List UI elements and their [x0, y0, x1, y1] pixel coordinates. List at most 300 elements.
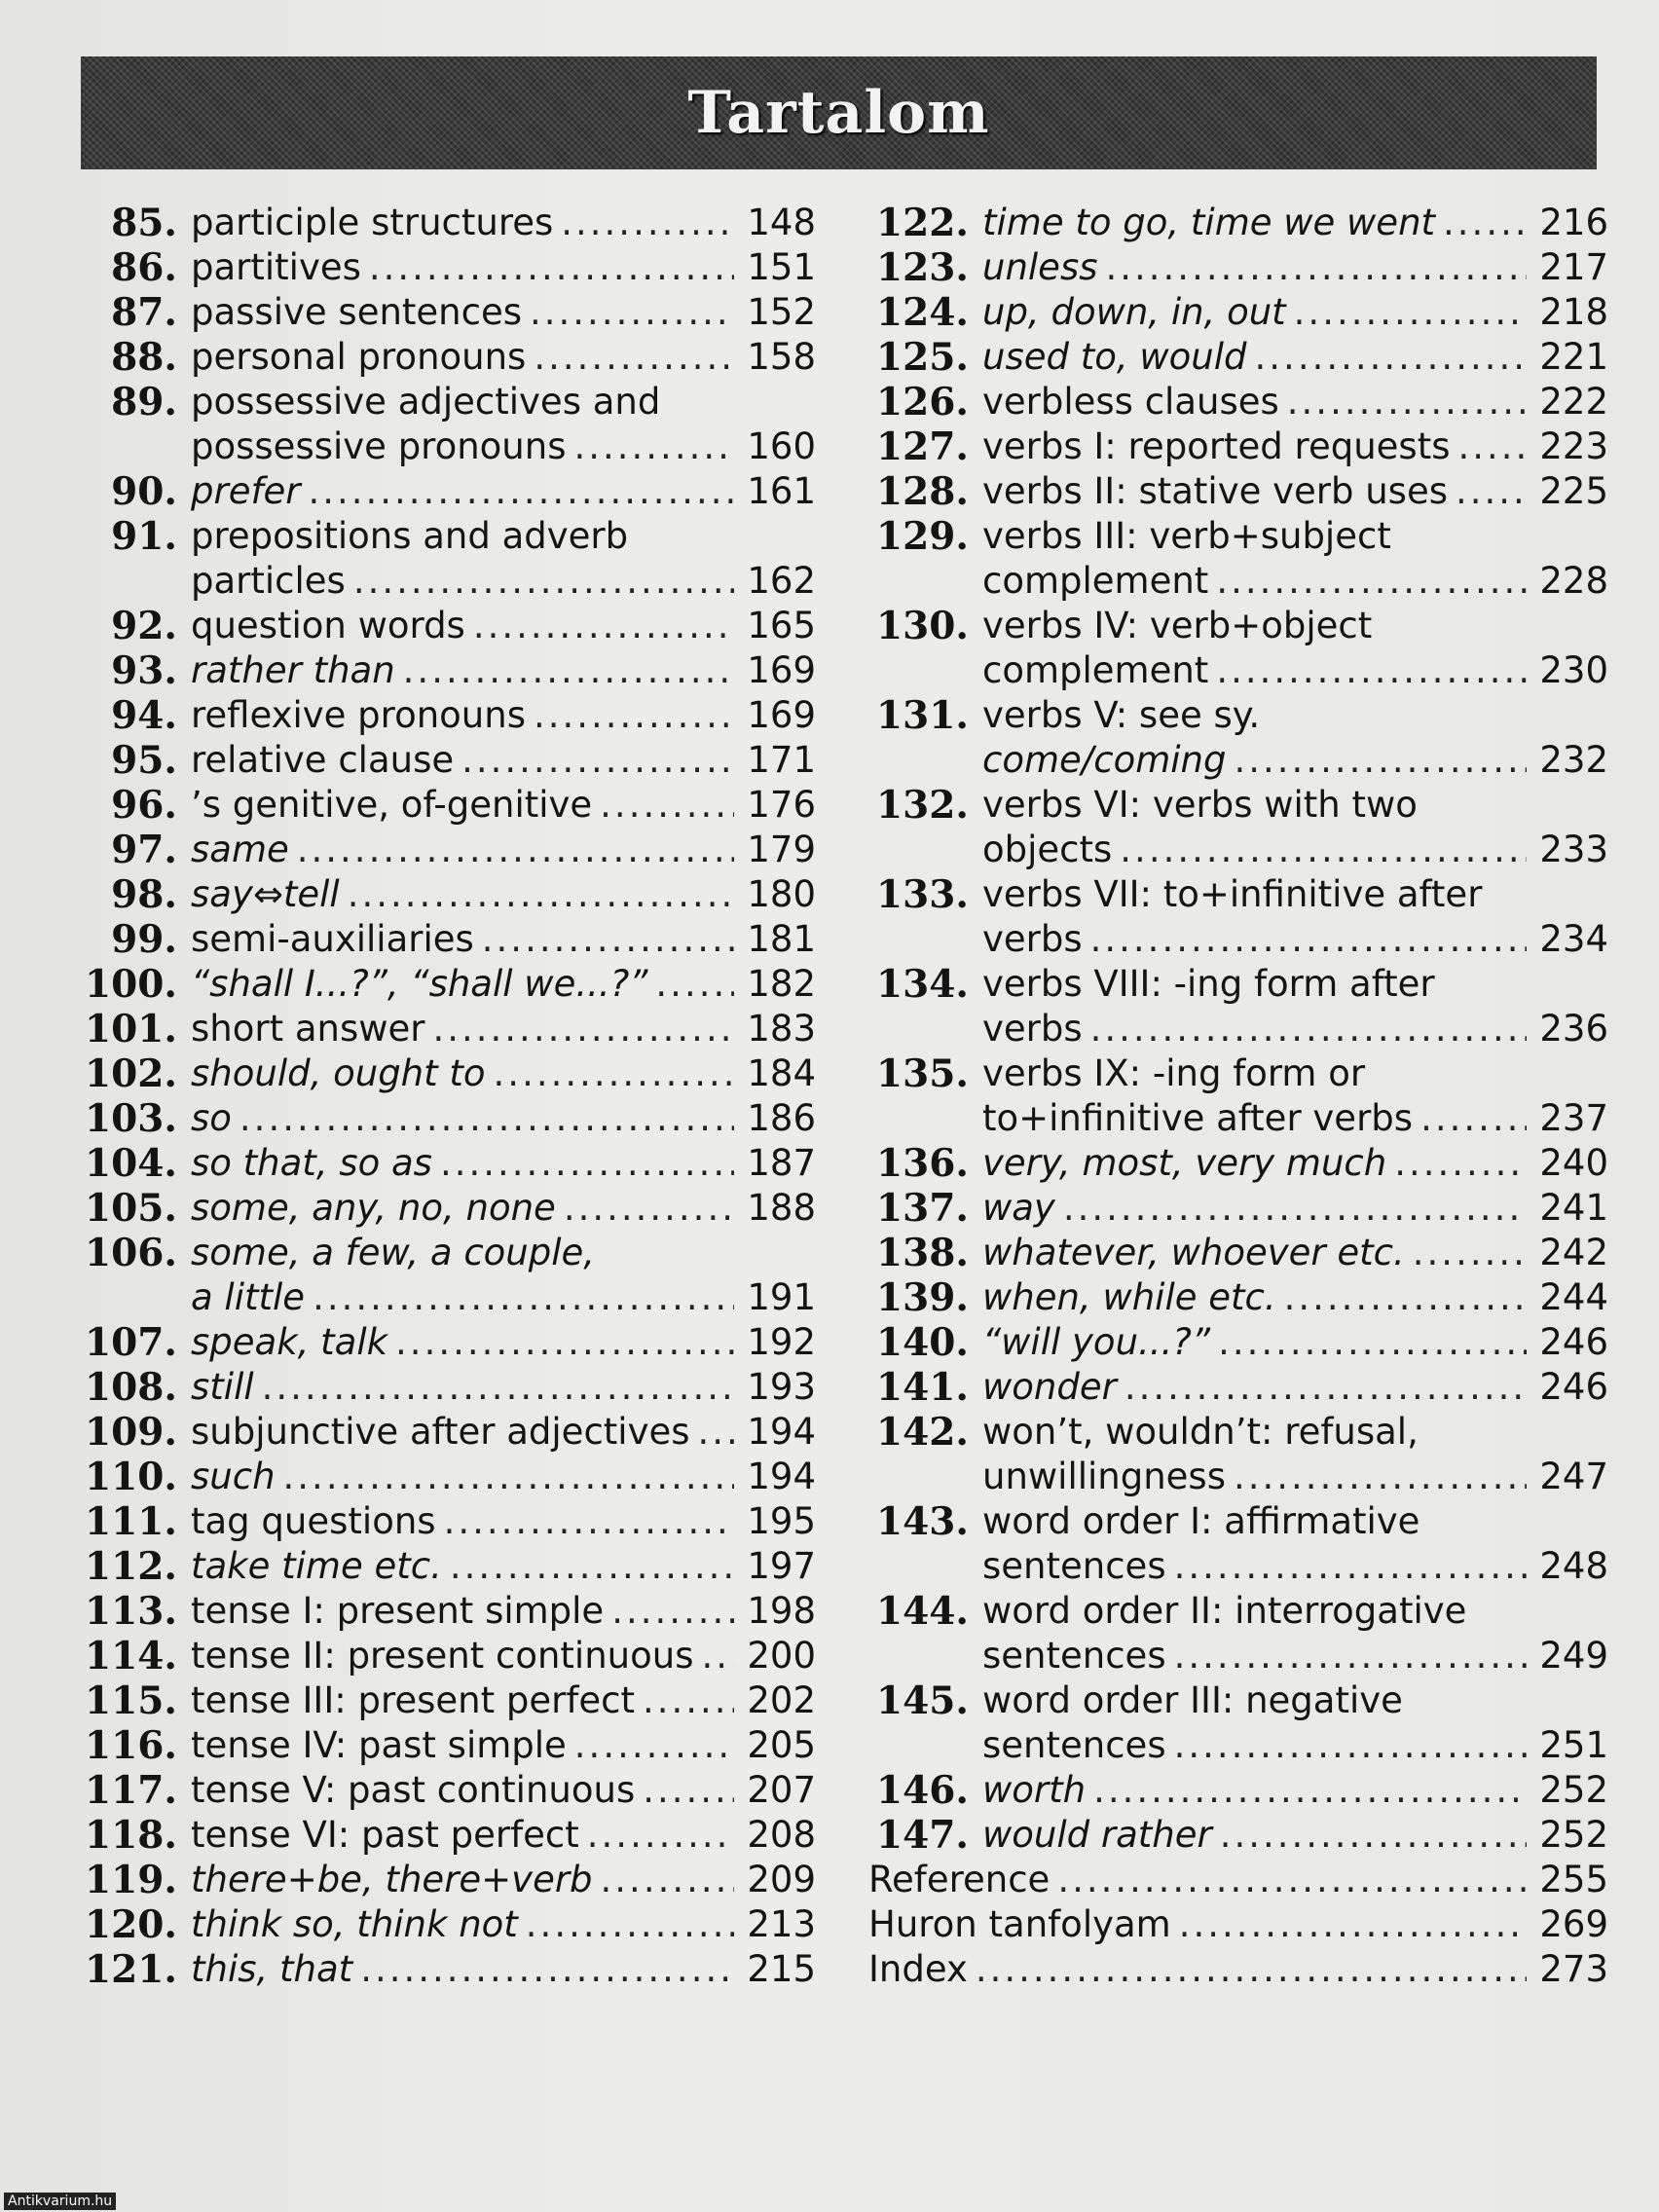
dot-leader: [461, 738, 734, 783]
entry-body: [191, 648, 816, 693]
entry-line: [982, 1231, 1608, 1275]
page-number: 176: [747, 784, 816, 826]
entry-body: [191, 828, 816, 872]
entry-number: 135.: [876, 1051, 969, 1096]
entry-line: [191, 559, 816, 604]
entry-line: [982, 693, 1608, 738]
entry-line: [982, 1813, 1608, 1858]
page-number: 216: [1539, 202, 1608, 243]
entry-line: [191, 1947, 816, 1992]
dot-leader: [432, 1007, 734, 1051]
entry-title: Huron tanfolyam: [868, 1903, 1171, 1945]
entry-body: [191, 917, 816, 962]
dot-leader: [1216, 648, 1527, 693]
entry-line: [191, 1096, 816, 1141]
entry-line: [191, 1051, 816, 1096]
entry-line: [982, 380, 1608, 424]
entry-line: [191, 1813, 816, 1858]
page-number: 232: [1539, 739, 1608, 781]
page-number: 246: [1539, 1321, 1608, 1363]
entry-line: [982, 783, 1608, 828]
entry-body: [982, 201, 1608, 245]
entry-title: tag questions: [191, 1500, 436, 1542]
entry-number: 87.: [111, 290, 177, 335]
entry-title: sentences: [982, 1635, 1166, 1677]
dot-leader: [1294, 290, 1527, 335]
entry-body: [191, 1499, 816, 1544]
page-number: 194: [747, 1456, 816, 1497]
entry-title: verbless clauses: [982, 381, 1279, 423]
entry-line: [191, 1275, 816, 1320]
entry-number: 131.: [876, 693, 969, 738]
entry-body: [191, 872, 816, 917]
entry-body: [191, 514, 816, 604]
entry-title: participle structures: [191, 202, 554, 243]
page-number: 208: [747, 1814, 816, 1856]
entry-number: 124.: [876, 290, 969, 335]
entry-title: verbs V: see sy.: [982, 694, 1261, 736]
entry-title: verbs I: reported requests: [982, 425, 1451, 467]
entry-title: so: [191, 1097, 232, 1139]
dot-leader: [1090, 917, 1527, 962]
toc-entry: [868, 783, 1608, 872]
entry-number: 143.: [876, 1499, 969, 1544]
page-number: 233: [1539, 829, 1608, 870]
entry-number: 145.: [876, 1678, 969, 1723]
entry-line: [191, 514, 816, 559]
toc-entry: [868, 962, 1608, 1051]
entry-body: [191, 469, 816, 514]
toc-entry: [76, 1499, 816, 1544]
entry-title: still: [191, 1366, 254, 1408]
toc-entry: [868, 424, 1608, 469]
entry-number: 125.: [876, 335, 969, 380]
entry-line: [191, 1768, 816, 1813]
entry-line: [191, 290, 816, 335]
entry-line: [191, 1007, 816, 1051]
dot-leader: [444, 1499, 734, 1544]
entry-title: possessive pronouns: [191, 425, 567, 467]
entry-line: [982, 604, 1608, 648]
dot-leader: [1106, 245, 1528, 290]
toc-entry: [76, 1544, 816, 1589]
entry-title: particles: [191, 560, 346, 602]
entry-line: [982, 1723, 1608, 1768]
toc-entry: [76, 1634, 816, 1678]
entry-body: [982, 962, 1608, 1051]
dot-leader: [1287, 380, 1527, 424]
dot-leader: [1284, 1275, 1527, 1320]
page-number: 187: [747, 1142, 816, 1184]
page-number: 269: [1539, 1903, 1608, 1945]
entry-line: [191, 469, 816, 514]
entry-body: [868, 1902, 1608, 1947]
dot-leader: [530, 290, 734, 335]
toc-entry: [868, 1320, 1608, 1365]
entry-number: 132.: [876, 783, 969, 828]
dot-leader: [1174, 1634, 1527, 1678]
toc-entry: [868, 469, 1608, 514]
dot-leader: [1063, 1186, 1527, 1231]
entry-title: tense V: past continuous: [191, 1769, 636, 1811]
entry-line: [191, 1231, 816, 1275]
page-number: 198: [747, 1590, 816, 1632]
dot-leader: [1124, 1365, 1527, 1410]
dot-leader: [600, 783, 734, 828]
entry-line: [982, 1320, 1608, 1365]
entry-number: 102.: [85, 1051, 177, 1096]
dot-leader: [534, 693, 734, 738]
dot-leader: [1093, 1768, 1527, 1813]
page-number: 202: [747, 1679, 816, 1721]
entry-line: [982, 1544, 1608, 1589]
entry-title: won’t, wouldn’t: refusal,: [982, 1411, 1419, 1453]
entry-title: speak, talk: [191, 1321, 388, 1363]
entry-number: 112.: [85, 1544, 177, 1589]
entry-title: Index: [868, 1948, 968, 1990]
dot-leader: [1220, 1813, 1527, 1858]
dot-leader: [1174, 1544, 1527, 1589]
entry-body: [191, 693, 816, 738]
entry-title: there+be, there+verb: [191, 1859, 593, 1900]
entry-title: think so, think not: [191, 1903, 518, 1945]
entry-number: 95.: [111, 738, 177, 783]
entry-line: [868, 1858, 1608, 1902]
page-number: 251: [1539, 1724, 1608, 1766]
page-number: 195: [747, 1500, 816, 1542]
page-number: 169: [747, 649, 816, 691]
dot-leader: [701, 1634, 734, 1678]
dot-leader: [1120, 828, 1527, 872]
entry-line: [982, 962, 1608, 1007]
page-number: 252: [1539, 1814, 1608, 1856]
entry-number: 119.: [85, 1858, 177, 1902]
entry-line: [191, 917, 816, 962]
entry-title: this, that: [191, 1948, 353, 1990]
entry-number: 96.: [111, 783, 177, 828]
entry-number: 133.: [876, 872, 969, 917]
entry-body: [191, 1320, 816, 1365]
entry-number: 97.: [111, 828, 177, 872]
toc-entry: [868, 1275, 1608, 1320]
entry-line: [191, 335, 816, 380]
entry-body: [982, 1186, 1608, 1231]
entry-body: [868, 1947, 1608, 1992]
dot-leader: [1456, 469, 1527, 514]
entry-body: [191, 783, 816, 828]
toc-entry: [76, 1455, 816, 1499]
entry-number: 115.: [85, 1678, 177, 1723]
entry-body: [982, 1589, 1608, 1678]
entry-body: [191, 201, 816, 245]
page-number: 165: [747, 605, 816, 646]
entry-title: sentences: [982, 1724, 1166, 1766]
dot-leader: [534, 335, 734, 380]
entry-title: such: [191, 1456, 276, 1497]
toc-entry: [76, 1902, 816, 1947]
page-number: 200: [747, 1635, 816, 1677]
dot-leader: [587, 1813, 734, 1858]
toc-entry: [76, 514, 816, 604]
dot-leader: [440, 1141, 734, 1186]
entry-number: 89.: [111, 380, 177, 424]
entry-body: [191, 1902, 816, 1947]
dot-leader: [308, 469, 734, 514]
toc-entry: [76, 1589, 816, 1634]
entry-title: semi-auxiliaries: [191, 918, 474, 960]
entry-title: used to, would: [982, 336, 1247, 378]
dot-leader: [283, 1455, 734, 1499]
entry-title: prepositions and adverb: [191, 515, 629, 557]
entry-body: [982, 1320, 1608, 1365]
entry-line: [982, 201, 1608, 245]
toc-entry: [76, 828, 816, 872]
page-number: 237: [1539, 1097, 1608, 1139]
entry-title: come/coming: [982, 739, 1227, 781]
entry-title: verbs VI: verbs with two: [982, 784, 1418, 826]
entry-title: objects: [982, 829, 1113, 870]
toc-entry: [868, 1589, 1608, 1678]
entry-line: [982, 1678, 1608, 1723]
page-number: 148: [747, 202, 816, 243]
entry-line: [191, 201, 816, 245]
entry-line: [982, 828, 1608, 872]
entry-line: [982, 1365, 1608, 1410]
entry-number: 147.: [876, 1813, 969, 1858]
toc-entry: [76, 201, 816, 245]
entry-body: [191, 1768, 816, 1813]
entry-line: [982, 559, 1608, 604]
page-number: 249: [1539, 1635, 1608, 1677]
entry-title: reflexive pronouns: [191, 694, 526, 736]
entry-body: [982, 1141, 1608, 1186]
entry-line: [982, 1007, 1608, 1051]
dot-leader: [262, 1365, 734, 1410]
entry-number: 90.: [111, 469, 177, 514]
page-number: 183: [747, 1008, 816, 1050]
toc-entry: [868, 1365, 1608, 1410]
page-number: 171: [747, 739, 816, 781]
entry-line: [868, 1947, 1608, 1992]
entry-line: [982, 648, 1608, 693]
entry-line: [982, 245, 1608, 290]
page-number: 222: [1539, 381, 1608, 423]
entry-body: [191, 1634, 816, 1678]
page-number: 182: [747, 963, 816, 1005]
entry-title: same: [191, 829, 289, 870]
toc-entry: [76, 1320, 816, 1365]
entry-body: [982, 469, 1608, 514]
entry-line: [982, 1410, 1608, 1455]
entry-body: [982, 1499, 1608, 1589]
dot-leader: [403, 648, 734, 693]
dot-leader: [561, 201, 734, 245]
entry-line: [191, 604, 816, 648]
entry-body: [191, 1186, 816, 1231]
toc-entry: [76, 245, 816, 290]
toc-entry: [76, 917, 816, 962]
entry-number: 136.: [876, 1141, 969, 1186]
entry-body: [191, 1096, 816, 1141]
entry-number: 104.: [85, 1141, 177, 1186]
entry-line: [191, 380, 816, 424]
entry-title: verbs VIII: -ing form after: [982, 963, 1435, 1005]
entry-line: [191, 1365, 816, 1410]
entry-title: prefer: [191, 470, 301, 512]
entry-title: tense VI: past perfect: [191, 1814, 579, 1856]
entry-line: [191, 424, 816, 469]
toc-entry: [76, 872, 816, 917]
entry-body: [191, 1051, 816, 1096]
dot-leader: [313, 1275, 734, 1320]
dot-leader: [643, 1678, 734, 1723]
entry-title: unless: [982, 246, 1098, 288]
entry-title: worth: [982, 1769, 1087, 1811]
page-number: 169: [747, 694, 816, 736]
toc-entry: [76, 738, 816, 783]
toc-entry: [868, 872, 1608, 962]
page-number: 228: [1539, 560, 1608, 602]
entry-number: 121.: [85, 1947, 177, 1992]
toc-entry: [868, 1051, 1608, 1141]
dot-leader: [1443, 201, 1527, 245]
header-banner: [81, 56, 1597, 169]
entry-number: 139.: [876, 1275, 969, 1320]
toc-entry: [76, 1813, 816, 1858]
entry-body: [982, 872, 1608, 962]
entry-title: complement: [982, 649, 1209, 691]
entry-number: 130.: [876, 604, 969, 648]
entry-number: 107.: [85, 1320, 177, 1365]
dot-leader: [526, 1902, 734, 1947]
toc-entry: [76, 1231, 816, 1320]
dot-leader: [1179, 1902, 1527, 1947]
page-number: 241: [1539, 1187, 1608, 1229]
entry-line: [982, 514, 1608, 559]
toc-entry: [76, 1141, 816, 1186]
toc-entry: [76, 469, 816, 514]
page-number: 209: [747, 1859, 816, 1900]
entry-line: [191, 1634, 816, 1678]
entry-body: [982, 783, 1608, 872]
page-number: 194: [747, 1411, 816, 1453]
entry-number: 128.: [876, 469, 969, 514]
entry-title: so that, so as: [191, 1142, 432, 1184]
page-number: 152: [747, 291, 816, 333]
entry-body: [191, 1007, 816, 1051]
entry-body: [982, 693, 1608, 783]
dot-leader: [1234, 1455, 1527, 1499]
entry-number: 141.: [876, 1365, 969, 1410]
entry-line: [191, 872, 816, 917]
dot-leader: [369, 245, 734, 290]
entry-title: take time etc.: [191, 1545, 442, 1587]
toc-entry: [868, 290, 1608, 335]
entry-body: [191, 1410, 816, 1455]
dot-leader: [655, 962, 734, 1007]
toc-entry: [76, 1947, 816, 1992]
entry-number: 100.: [85, 962, 177, 1007]
page-number: 179: [747, 829, 816, 870]
page-number: 242: [1539, 1232, 1608, 1273]
toc-entry: [76, 604, 816, 648]
page-number: 213: [747, 1903, 816, 1945]
page-number: 236: [1539, 1008, 1608, 1050]
page-number: 161: [747, 470, 816, 512]
entry-line: [982, 290, 1608, 335]
entry-title: possessive adjectives and: [191, 381, 661, 423]
entry-title: verbs II: stative verb uses: [982, 470, 1449, 512]
entry-line: [191, 1455, 816, 1499]
entry-line: [191, 1544, 816, 1589]
page-number: 158: [747, 336, 816, 378]
entry-line: [982, 1275, 1608, 1320]
toc-entry: [868, 1813, 1608, 1858]
entry-title: tense IV: past simple: [191, 1724, 567, 1766]
entry-body: [982, 1365, 1608, 1410]
entry-title: verbs IX: -ing form or: [982, 1052, 1366, 1094]
entry-number: 138.: [876, 1231, 969, 1275]
page-number: 244: [1539, 1276, 1608, 1318]
entry-line: [982, 1096, 1608, 1141]
toc-entry: [76, 1858, 816, 1902]
entry-title: whatever, whoever etc.: [982, 1232, 1405, 1273]
entry-number: 146.: [876, 1768, 969, 1813]
page-number: 247: [1539, 1456, 1608, 1497]
entry-line: [982, 469, 1608, 514]
entry-number: 116.: [85, 1723, 177, 1768]
entry-title: question words: [191, 605, 465, 646]
toc-entry: [76, 962, 816, 1007]
dot-leader: [1235, 738, 1528, 783]
entry-number: 142.: [876, 1410, 969, 1455]
page-number: 193: [747, 1366, 816, 1408]
entry-line: [191, 1320, 816, 1365]
toc-entry: [868, 1499, 1608, 1589]
entry-title: “shall I...?”, “shall we...?”: [191, 963, 648, 1005]
entry-line: [982, 1499, 1608, 1544]
entry-line: [982, 1768, 1608, 1813]
dot-leader: [1420, 1096, 1527, 1141]
entry-body: [982, 1678, 1608, 1768]
page-number: 162: [747, 560, 816, 602]
entry-title: tense I: present simple: [191, 1590, 605, 1632]
dot-leader: [360, 1947, 734, 1992]
entry-body: [191, 290, 816, 335]
entry-body: [982, 424, 1608, 469]
entry-number: 137.: [876, 1186, 969, 1231]
dot-leader: [643, 1768, 734, 1813]
entry-body: [191, 1544, 816, 1589]
page-number: 240: [1539, 1142, 1608, 1184]
page-number: 186: [747, 1097, 816, 1139]
dot-leader: [1255, 335, 1527, 380]
entry-title: when, while etc.: [982, 1276, 1276, 1318]
toc-entry: [76, 1365, 816, 1410]
entry-title: wonder: [982, 1366, 1117, 1408]
toc-entry: [76, 1051, 816, 1096]
entry-title: subjunctive after adjectives: [191, 1411, 690, 1453]
entry-body: [982, 1410, 1608, 1499]
toc-entry: [868, 693, 1608, 783]
toc-entry: [868, 1902, 1608, 1947]
entry-title: verbs VII: to+infinitive after: [982, 873, 1483, 915]
entry-number: 106.: [85, 1231, 177, 1275]
page-number: 180: [747, 873, 816, 915]
entry-line: [191, 1499, 816, 1544]
entry-title: tense III: present perfect: [191, 1679, 635, 1721]
toc-left-column: [76, 201, 816, 1992]
